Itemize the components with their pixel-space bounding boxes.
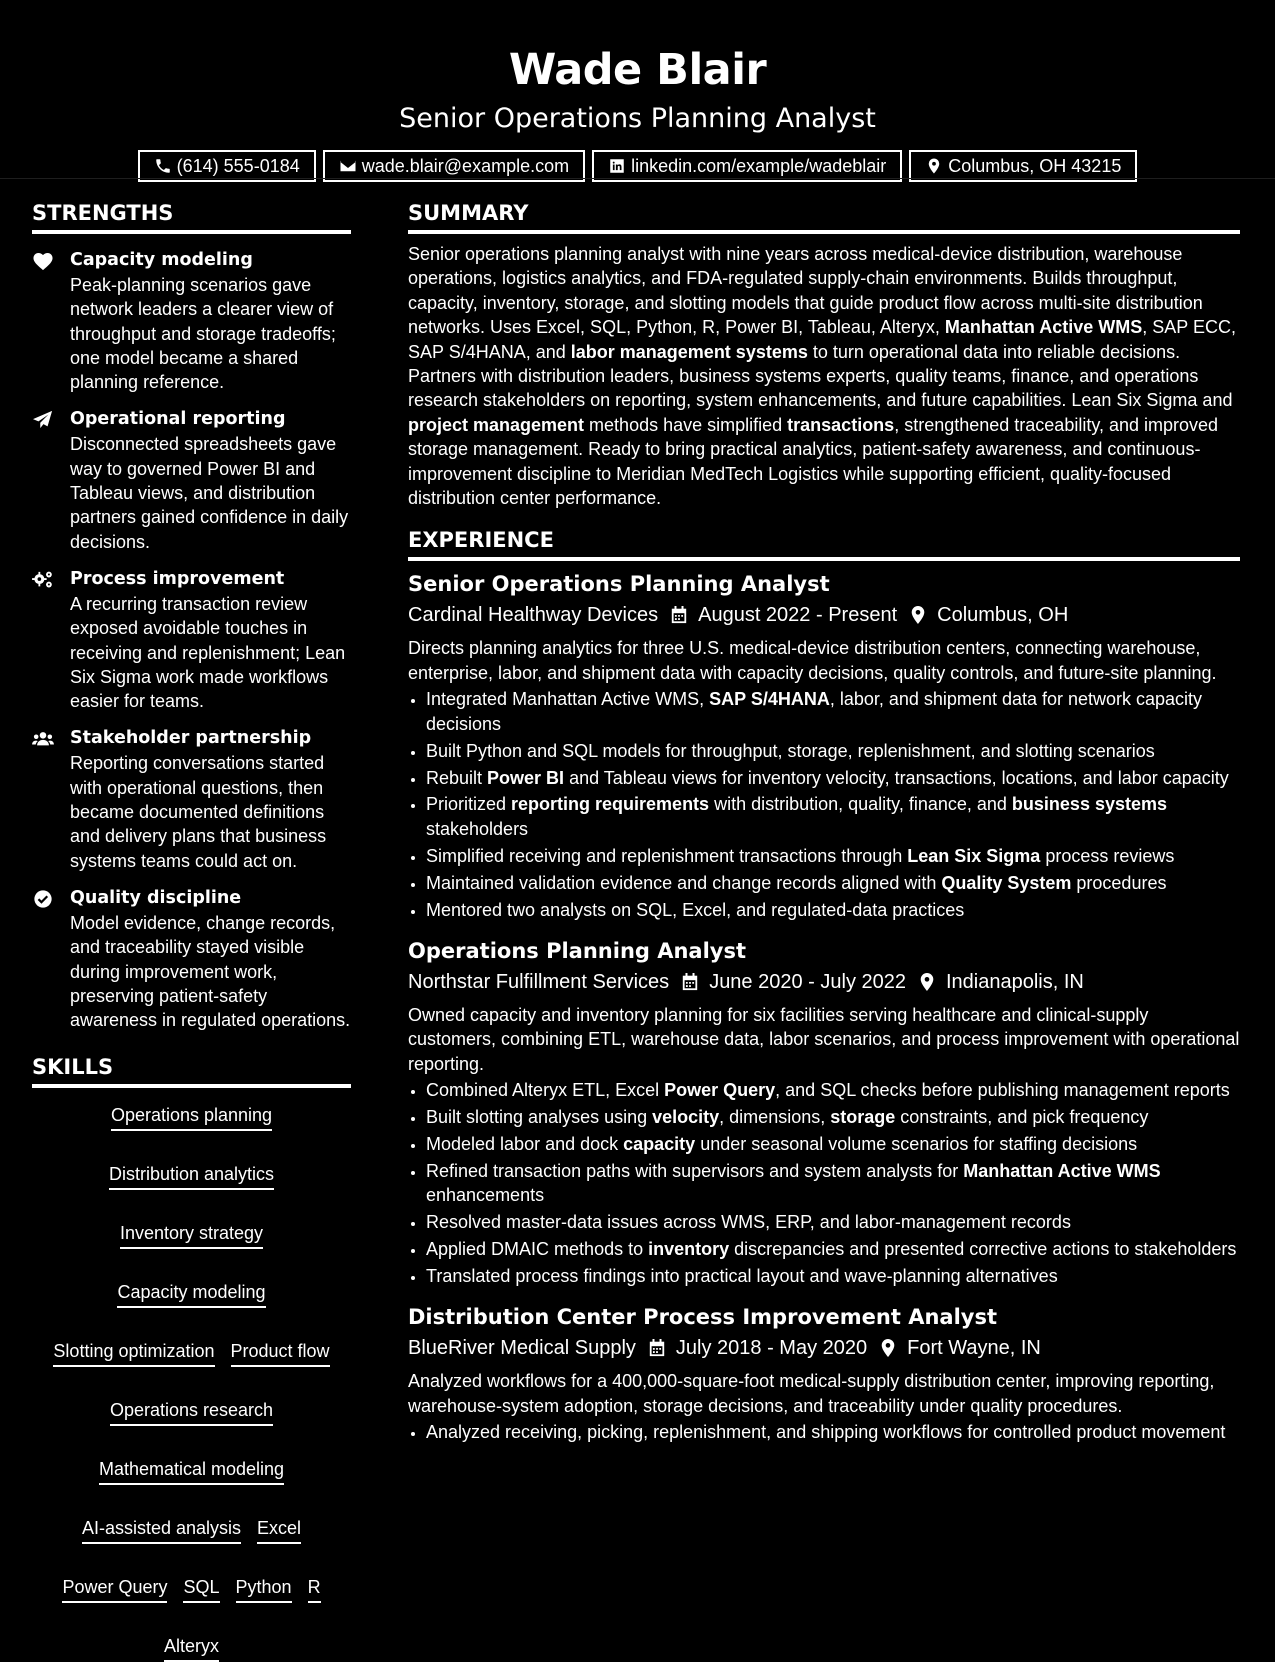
job-bullet: • Integrated Manhattan Active WMS, SAP S/4HANA, labor, and shipment data for network capacity decisions: [426, 687, 1240, 736]
job-description: Directs planning analytics for three U.S. medical-device distribution centers, connecting warehouse, enterprise, labor, and shipment data with capacity decisions, quality controls, and future-site planning.: [408, 638, 1217, 683]
phone-icon: [154, 157, 172, 175]
gears-icon: [32, 570, 54, 590]
calendar-icon: [648, 1338, 666, 1358]
skill-tag: Mathematical modeling: [99, 1458, 284, 1485]
right-column: [408, 198, 1240, 1447]
strengths-list: [32, 248, 351, 1032]
job-bullet: • Rebuilt Power BI and Tableau views for inventory velocity, transactions, locations, and labor capacity: [426, 766, 1240, 790]
skill-tag: Power Query: [62, 1576, 167, 1603]
map-pin-icon: [918, 972, 936, 992]
strength-desc: Disconnected spreadsheets gave way to governed Power BI and Tableau views, and distribution partners gained confidence in daily decisions.: [70, 434, 349, 552]
job-entry: [408, 1302, 1240, 1444]
job-bullet: • Applied DMAIC methods to inventory discrepancies and presented corrective actions to stakeholders: [426, 1237, 1240, 1261]
emphasis-text: Lean Six Sigma: [907, 845, 1041, 866]
emphasis-text: inventory: [648, 1239, 730, 1260]
strength-item: [32, 407, 351, 553]
job-bullets: [408, 687, 1240, 922]
emphasis-text: velocity: [652, 1107, 720, 1128]
emphasis-text: labor management systems: [570, 341, 808, 362]
job-bullet: • Built slotting analyses using velocity, dimensions, storage constraints, and pick frequency: [426, 1105, 1240, 1129]
skill-tag: Inventory strategy: [120, 1222, 263, 1249]
job-dates: July 2018 - May 2020: [675, 1337, 868, 1360]
emphasis-text: business systems: [1011, 794, 1168, 815]
job-bullet: • Modeled labor and dock capacity under seasonal volume scenarios for staffing decisions: [426, 1132, 1240, 1156]
job-meta: [408, 967, 1240, 997]
strength-title: Capacity modeling: [70, 250, 253, 270]
job-description: Analyzed workflows for a 400,000-square-foot medical-supply distribution center, improving reporting, warehouse-system adoption, storage decisions, and traceability under quality procedures.: [408, 1371, 1215, 1416]
users-icon: [32, 729, 54, 749]
left-column: [32, 198, 351, 1662]
job-location: Columbus, OH: [937, 604, 1069, 627]
job-company: BlueRiver Medical Supply: [408, 1337, 636, 1360]
job-title: Operations Planning Analyst: [408, 938, 747, 963]
emphasis-text: transactions: [787, 414, 895, 435]
emphasis-text: Manhattan Active WMS: [944, 317, 1143, 338]
job-meta: [408, 1333, 1240, 1363]
map-pin-icon: [909, 605, 927, 625]
job-entry: [408, 569, 1240, 921]
job-bullet: • Analyzed receiving, picking, replenishment, and shipping workflows for controlled product movement: [426, 1420, 1240, 1444]
skill-tag: Operations planning: [111, 1104, 272, 1131]
skill-tag: Python: [236, 1576, 292, 1603]
strength-desc: Peak-planning scenarios gave network leaders a clearer view of throughput and storage tradeoffs; one model became a shared planning reference.: [70, 275, 336, 393]
skill-tag: Alteryx: [164, 1635, 219, 1662]
header-divider: [0, 178, 1275, 179]
emphasis-text: reporting requirements: [511, 794, 710, 815]
job-location: Indianapolis, IN: [946, 970, 1084, 993]
job-dates: June 2020 - July 2022: [709, 970, 906, 993]
emphasis-text: Manhattan Active WMS: [963, 1160, 1161, 1181]
strength-desc: Model evidence, change records, and traceability stayed visible during improvement work, preserving patient-safety awareness in regulated operations.: [70, 912, 351, 1031]
candidate-title: Senior Operations Planning Analyst: [399, 103, 876, 134]
summary-heading: SUMMARY: [408, 198, 1240, 234]
linkedin-icon: [608, 157, 626, 175]
map-pin-icon: [925, 157, 943, 175]
emphasis-text: Power Query: [664, 1080, 776, 1101]
job-bullet: • Built Python and SQL models for throughput, storage, replenishment, and slotting scenarios: [426, 739, 1240, 763]
calendar-icon: [681, 972, 699, 992]
job-location: Fort Wayne, IN: [907, 1337, 1041, 1360]
job-bullet: • Combined Alteryx ETL, Excel Power Query, and SQL checks before publishing management reports: [426, 1078, 1240, 1102]
strength-title: Stakeholder partnership: [70, 728, 312, 749]
skills-heading: SKILLS: [32, 1052, 351, 1088]
job-meta: [408, 600, 1240, 630]
job-bullet: • Refined transaction paths with supervisors and system analysts for Manhattan Active WMS enhancements: [426, 1159, 1240, 1208]
job-dates: August 2022 - Present: [698, 604, 898, 627]
experience-heading: EXPERIENCE: [408, 525, 1240, 561]
map-pin-icon: [879, 1338, 897, 1358]
calendar-icon: [670, 605, 688, 625]
job-bullet: • Simplified receiving and replenishment transactions through Lean Six Sigma process reviews: [426, 844, 1240, 868]
job-bullet: • Resolved master-data issues across WMS, ERP, and labor-management records: [426, 1210, 1240, 1234]
emphasis-text: Quality System: [941, 872, 1072, 893]
emphasis-text: project management: [408, 414, 585, 435]
skill-tag: Capacity modeling: [117, 1281, 265, 1308]
job-bullet: • Translated process findings into practical layout and wave-planning alternatives: [426, 1264, 1240, 1288]
strength-title: Operational reporting: [70, 409, 286, 430]
skill-tag: Excel: [257, 1517, 301, 1544]
job-bullet: • Maintained validation evidence and change records aligned with Quality System procedures: [426, 871, 1240, 895]
contact-location-text: Columbus, OH 43215: [948, 155, 1122, 176]
summary-text: Senior operations planning analyst with nine years across medical-device distribution, warehouse operations, logistics analytics, and FDA-regulated supply-chain environments. Builds throughput, capacity, inventory, storage, and slotting models that guide product flow across multi-site distribution networks. Uses Excel, SQL, Python, R, Power BI, Tableau, Alteryx, Manhattan Active WMS, SAP ECC, SAP S/4HANA, and labor management systems to turn operational data into reliable decisions. Partners with distribution leaders, business systems experts, quality teams, finance, and operations research stakeholders on reporting, system enhancements, and future capabilities. Lean Six Sigma and project management methods have simplified transactions, strengthened traceability, and improved storage management. Ready to bring practical analytics, patient-safety awareness, and continuous-improvement discipline to Meridian MedTech Logistics while supporting efficient, quality-focused distribution center performance.: [408, 244, 1236, 509]
contact-linkedin-text: linkedin.com/example/wadeblair: [631, 155, 887, 176]
strengths-heading: STRENGTHS: [32, 198, 351, 234]
job-company: Cardinal Healthway Devices: [408, 604, 659, 627]
envelope-icon: [339, 157, 357, 175]
strength-item: [32, 248, 351, 394]
strength-item: [32, 886, 351, 1032]
job-description: Owned capacity and inventory planning for six facilities serving healthcare and clinical-supply customers, combining ETL, warehouse data, labor scenarios, and process improvement with operational reporting.: [408, 1004, 1240, 1074]
emphasis-text: SAP S/4HANA: [709, 689, 830, 710]
job-bullets: [408, 1420, 1240, 1444]
strength-desc: A recurring transaction review exposed avoidable touches in receiving and replenishment; Lean Six Sigma work made workflows easier for teams.: [70, 593, 346, 712]
resume-header: [0, 0, 1275, 182]
emphasis-text: Power BI: [487, 767, 565, 788]
job-bullet: • Prioritized reporting requirements with distribution, quality, finance, and business systems stakeholders: [426, 792, 1240, 841]
strength-title: Quality discipline: [70, 887, 242, 908]
job-entry: [408, 936, 1240, 1288]
strength-item: [32, 567, 351, 713]
skill-tag: Product flow: [231, 1340, 330, 1367]
strength-desc: Reporting conversations started with operational questions, then became documented definitions and delivery plans that business systems teams could act on.: [70, 753, 327, 871]
skill-tag: R: [308, 1576, 321, 1603]
heart-icon: [32, 251, 54, 271]
skill-tag: AI-assisted analysis: [82, 1517, 241, 1544]
paper-plane-icon: [32, 410, 54, 430]
strength-item: [32, 726, 351, 872]
job-bullets: [408, 1078, 1240, 1288]
emphasis-text: capacity: [623, 1133, 696, 1154]
contact-email-text: wade.blair@example.com: [361, 155, 570, 176]
job-title: Senior Operations Planning Analyst: [408, 572, 830, 597]
strength-title: Process improvement: [70, 568, 285, 589]
skills-list: [32, 1104, 351, 1662]
candidate-name: Wade Blair: [508, 45, 767, 95]
skill-tag: Distribution analytics: [109, 1163, 274, 1190]
contact-phone-text: (614) 555-0184: [176, 155, 300, 176]
skill-tag: Operations research: [110, 1399, 273, 1426]
job-bullet: • Mentored two analysts on SQL, Excel, and regulated-data practices: [426, 898, 1240, 922]
skill-tag: Slotting optimization: [53, 1340, 214, 1367]
job-company: Northstar Fulfillment Services: [408, 970, 670, 993]
emphasis-text: storage: [830, 1107, 896, 1128]
skill-tag: SQL: [183, 1576, 219, 1603]
job-title: Distribution Center Process Improvement Analyst: [408, 1305, 998, 1330]
check-circle-icon: [32, 889, 54, 909]
